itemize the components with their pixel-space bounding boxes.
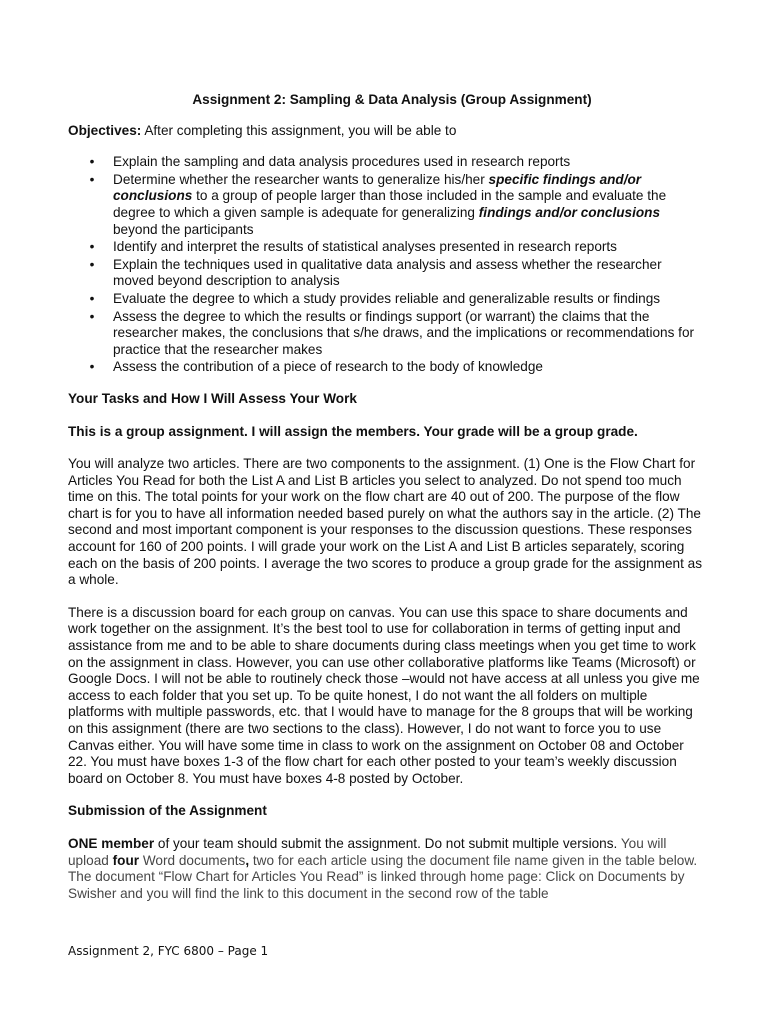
list-item: [68, 154, 704, 171]
submission-text: Word documents: [139, 852, 246, 868]
paragraph-discussion-board: There is a discussion board for each group on canvas. You can use this space to share documents and work together on the assignment. It’s the best tool to use for collaboration in terms of getting input and assistance from me and to be able to share documents during class meetings when you get time to work on the assignment in class. However, you can use other collaborative platforms like Teams (Microsoft) or Google Docs. I will not be able to routinely check those –would not have access at all unless you give me access to each folder that you set up. To be quite honest, I do not want the all folders on multiple platforms with multiple passwords, etc. that I would have to manage for the 8 groups that will be working on this assignment (there are two sections to the class). However, I do not want to force you to use Canvas either. You will have some time in class to work on the assignment on October 08 and October 22. You must have boxes 1-3 of the flow chart for each other posted to your team’s weekly discussion board on October 8. You must have boxes 4-8 posted by October.: [68, 604, 700, 786]
list-item-text: beyond the participants: [113, 221, 254, 237]
list-item: [68, 309, 704, 359]
bullet-icon: •: [89, 290, 95, 306]
list-item: [68, 172, 704, 238]
submission-text: two for each article using the document file name given in the table below. The document “Flow Chart for Articles You Read” is linked through home page: Click on Documents by Swisher and you will find the link to this document in the second row of the table: [68, 852, 698, 901]
comma-text: ,: [245, 852, 250, 868]
objectives-list: [68, 154, 704, 376]
bullet-icon: •: [89, 171, 95, 187]
emphasis-text: specific findings and/or conclusions: [113, 171, 642, 204]
four-text: four: [112, 852, 140, 868]
document-body: [68, 92, 704, 902]
page-title: Assignment 2: Sampling & Data Analysis (Group Assignment): [192, 92, 592, 107]
list-item-text: Evaluate the degree to which a study provides reliable and generalizable results or findings: [113, 290, 661, 306]
list-item-text: to a group of people larger than those included in the sample and evaluate the degree to which a given sample is adequate for generalizing: [113, 188, 667, 220]
one-member-text: ONE member: [68, 835, 155, 851]
bullet-icon: •: [89, 256, 95, 272]
submission-heading: Submission of the Assignment: [68, 803, 267, 819]
submission-text: of your team should submit the assignment. Do not submit multiple versions.: [154, 835, 618, 851]
bullet-icon: •: [89, 308, 95, 324]
list-item-text: Assess the degree to which the results or findings support (or warrant) the claims that the researcher makes, the conclusions that s/he draws, and the implications or recommendations for practice that the researcher makes: [113, 308, 695, 357]
objectives-text: After completing this assignment, you will be able to: [141, 122, 457, 138]
list-item-text: Determine whether the researcher wants to generalize his/her: [113, 171, 489, 187]
bullet-icon: •: [89, 359, 95, 375]
page-footer: Assignment 2, FYC 6800 – Page 1: [68, 944, 269, 958]
list-item: [68, 239, 704, 256]
list-item: [68, 257, 704, 290]
group-note: This is a group assignment. I will assign the members. Your grade will be a group grade.: [68, 423, 638, 439]
paragraph-components: You will analyze two articles. There are two components to the assignment. (1) One is the Flow Chart for Articles You Read for both the List A and List B articles you select to analyzed. Do not spend too much time on this. The total points for your work on the flow chart are 40 out of 200. The purpose of the flow chart is for you to have all information needed based purely on what the authors say in the article. (2) The second and most important component is your responses to the discussion questions. These responses account for 160 of 200 points. I will grade your work on the List A and List B articles separately, scoring each on the basis of 200 points. I average the two scores to produce a group grade for the assignment as a whole.: [68, 456, 703, 588]
list-item-text: Assess the contribution of a piece of research to the body of knowledge: [113, 359, 543, 375]
submission-paragraph: [68, 836, 704, 902]
submission-text: You will upload: [68, 835, 667, 868]
list-item-text: Identify and interpret the results of statistical analyses presented in research reports: [113, 239, 617, 255]
bullet-icon: •: [89, 239, 95, 255]
list-item: [68, 359, 704, 376]
list-item: [68, 291, 704, 308]
emphasis-text: findings and/or conclusions: [478, 204, 661, 220]
list-item-text: Explain the sampling and data analysis procedures used in research reports: [113, 154, 571, 170]
bullet-icon: •: [89, 154, 95, 170]
tasks-heading: Your Tasks and How I Will Assess Your Work: [68, 390, 357, 406]
objectives-label: Objectives:: [68, 122, 142, 138]
list-item-text: Explain the techniques used in qualitative data analysis and assess whether the researcher moved beyond description to analysis: [113, 256, 662, 289]
objectives-line: [68, 123, 704, 140]
